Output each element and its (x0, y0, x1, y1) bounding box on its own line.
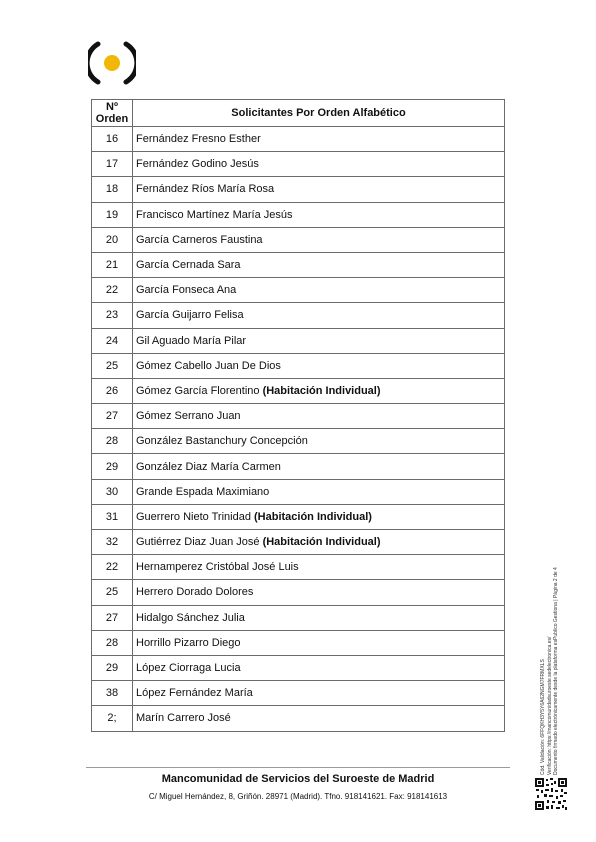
applicant-cell (133, 227, 505, 252)
applicant-name: López Ciorraga Lucia (136, 662, 241, 675)
applicant-cell (133, 555, 505, 580)
room-type-note: (Habitación Individual) (262, 536, 381, 549)
order-number: 25 (92, 580, 133, 605)
applicant-cell (133, 303, 505, 328)
order-number: 22 (92, 278, 133, 303)
applicant-name: González Bastanchury Concepción (136, 435, 308, 448)
applicant-name: Gil Aguado María Pilar (136, 334, 247, 347)
applicant-name: Fernández Fresno Esther (136, 133, 261, 146)
order-number: 28 (92, 630, 133, 655)
table-row (92, 479, 505, 504)
applicants-table (91, 99, 505, 732)
applicant-name: Gómez García Florentino (136, 384, 263, 397)
order-number-header: Nº Orden (92, 100, 133, 127)
applicant-name: Gómez Cabello Juan De Dios (136, 359, 281, 372)
applicant-name: García Fonseca Ana (136, 284, 237, 297)
table-row (92, 328, 505, 353)
table-row (92, 555, 505, 580)
signature-notice: Documento firmado electrónicamente desde la plataforma esPublico Gestiona | Página 2 de 4 (553, 567, 559, 775)
applicant-cell (133, 605, 505, 630)
applicant-name: Francisco Martínez María Jesús (136, 208, 293, 221)
room-type-note: (Habitación Individual) (262, 384, 381, 397)
brand-logo (88, 40, 136, 86)
applicant-name: González Diaz María Carmen (136, 460, 281, 473)
applicant-cell (133, 404, 505, 429)
table-row (92, 152, 505, 177)
table-row (92, 227, 505, 252)
order-number: 31 (92, 504, 133, 529)
applicant-cell (133, 429, 505, 454)
table-row (92, 605, 505, 630)
footer-address: C/ Miguel Hernández, 8, Griñón. 28971 (Madrid). Tfno. 918141621. Fax: 918141613 (148, 792, 448, 801)
applicant-name: Hidalgo Sánchez Julia (136, 611, 245, 624)
order-number: 17 (92, 152, 133, 177)
order-number: 22 (92, 555, 133, 580)
applicant-cell (133, 278, 505, 303)
table-row (92, 655, 505, 680)
table-row (92, 252, 505, 277)
table-row (92, 353, 505, 378)
applicant-name: García Carneros Faustina (136, 233, 263, 246)
table-row (92, 303, 505, 328)
applicant-cell (133, 454, 505, 479)
footer-title: Mancomunidad de Servicios del Suroeste de Madrid (161, 773, 435, 785)
order-number: 38 (92, 681, 133, 706)
applicant-cell (133, 152, 505, 177)
room-type-note: (Habitación Individual) (254, 510, 372, 523)
applicant-name: Marín Carrero José (136, 712, 231, 725)
table-row (92, 127, 505, 152)
order-number: 29 (92, 655, 133, 680)
applicant-cell (133, 630, 505, 655)
applicant-name: Gutiérrez Diaz Juan José (136, 536, 263, 549)
order-number: 23 (92, 303, 133, 328)
applicant-cell (133, 580, 505, 605)
applicant-name: García Cernada Sara (136, 259, 241, 272)
table-row (92, 454, 505, 479)
table-row (92, 504, 505, 529)
applicant-name: Guerrero Nieto Trinidad (136, 510, 254, 523)
applicant-name: Fernández Ríos María Rosa (136, 183, 275, 196)
applicant-name: Fernández Godino Jesús (136, 158, 259, 171)
table-row (92, 177, 505, 202)
applicant-cell (133, 328, 505, 353)
applicant-cell (133, 706, 505, 731)
table-row (92, 404, 505, 429)
order-number: 30 (92, 479, 133, 504)
applicant-cell (133, 655, 505, 680)
applicant-cell (133, 378, 505, 403)
applicant-name: López Fernández María (136, 687, 253, 700)
verification-url: Verificación: https://mancomunidadsuroeste.sedelectronica.es/ (546, 636, 553, 775)
table-row (92, 429, 505, 454)
applicant-cell (133, 479, 505, 504)
order-number: 27 (92, 404, 133, 429)
applicant-name: García Guijarro Felisa (136, 309, 244, 322)
order-number: 32 (92, 530, 133, 555)
validation-side-note (540, 515, 560, 775)
validation-code: Cód. Validación: 6FFQKH3Y5Y6A62NGM7FRMXLS (540, 659, 546, 775)
applicants-header: Solicitantes Por Orden Alfabético (133, 100, 505, 127)
applicant-name: Grande Espada Maximiano (136, 485, 270, 498)
table-row (92, 278, 505, 303)
applicant-cell (133, 530, 505, 555)
applicant-name: Gómez Serrano Juan (136, 410, 241, 423)
table-row (92, 378, 505, 403)
table-row (92, 530, 505, 555)
applicant-name: Herrero Dorado Dolores (136, 586, 254, 599)
order-number: 21 (92, 252, 133, 277)
table-row (92, 580, 505, 605)
order-number: 27 (92, 605, 133, 630)
applicant-cell (133, 252, 505, 277)
table-row (92, 706, 505, 731)
applicant-cell (133, 504, 505, 529)
order-number: 16 (92, 127, 133, 152)
footer-divider (86, 767, 510, 768)
applicant-cell (133, 353, 505, 378)
applicant-cell (133, 202, 505, 227)
applicant-cell (133, 681, 505, 706)
order-number: 28 (92, 429, 133, 454)
table-header-row (92, 100, 505, 127)
applicant-cell (133, 127, 505, 152)
order-number: 2; (92, 706, 133, 731)
applicant-name: Hernamperez Cristóbal José Luis (136, 561, 299, 574)
order-number: 20 (92, 227, 133, 252)
table-row (92, 630, 505, 655)
order-number: 26 (92, 378, 133, 403)
qr-code-icon (534, 777, 568, 811)
applicant-cell (133, 177, 505, 202)
table-row (92, 202, 505, 227)
table-row (92, 681, 505, 706)
applicant-name: Horrillo Pizarro Diego (136, 636, 241, 649)
order-number: 24 (92, 328, 133, 353)
order-number: 19 (92, 202, 133, 227)
order-number: 18 (92, 177, 133, 202)
order-number: 25 (92, 353, 133, 378)
order-number: 29 (92, 454, 133, 479)
